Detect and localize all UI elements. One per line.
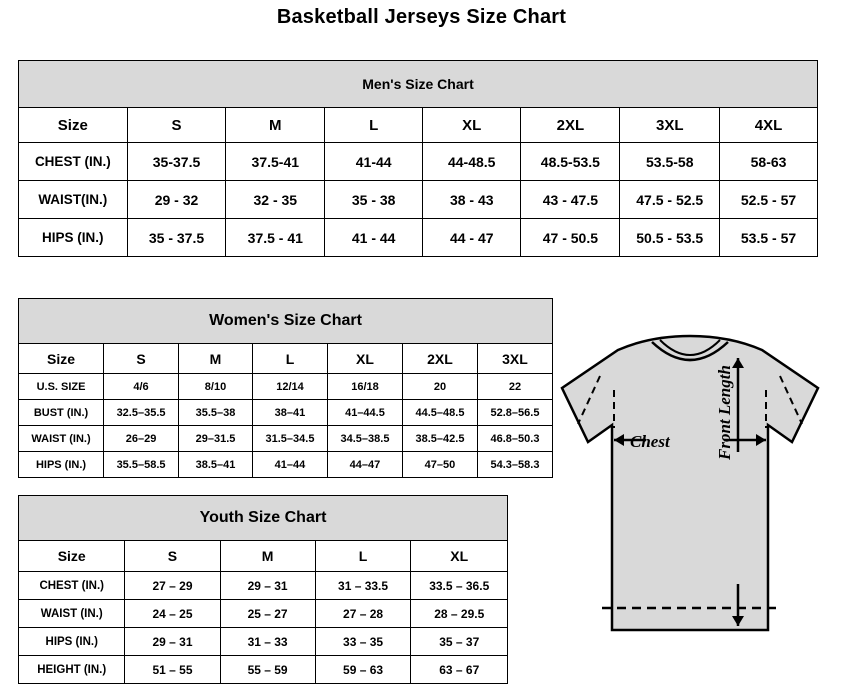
- cell-us-size-2xl: 20: [402, 374, 477, 400]
- column-header-l: L: [325, 108, 423, 143]
- column-header-3xl: 3XL: [620, 108, 720, 143]
- jersey-diagram: [540, 330, 840, 675]
- column-header-s: S: [127, 108, 226, 143]
- chest-measurement-label: Chest: [630, 432, 670, 451]
- row-label-hips: HIPS (IN.): [19, 219, 128, 257]
- cell-chest-s: 27 – 29: [125, 572, 220, 600]
- table-title-row: [19, 299, 553, 344]
- mens-chart-title: Men's Size Chart: [19, 61, 818, 108]
- cell-bust-3xl: 52.8–56.5: [477, 400, 552, 426]
- table-row: [19, 628, 508, 656]
- cell-chest-3xl: 53.5-58: [620, 143, 720, 181]
- womens-size-chart-table: [18, 298, 553, 478]
- row-label-waist: WAIST (IN.): [19, 600, 125, 628]
- cell-waist-3xl: 47.5 - 52.5: [620, 181, 720, 219]
- row-label-us-size: U.S. SIZE: [19, 374, 104, 400]
- cell-waist-2xl: 43 - 47.5: [521, 181, 620, 219]
- column-header-size: Size: [19, 344, 104, 374]
- cell-bust-xl: 41–44.5: [327, 400, 402, 426]
- cell-hips-xl: 44 - 47: [423, 219, 521, 257]
- cell-hips-2xl: 47–50: [402, 452, 477, 478]
- column-header-size: Size: [19, 541, 125, 572]
- cell-bust-s: 32.5–35.5: [104, 400, 179, 426]
- table-header-row: [19, 344, 553, 374]
- column-header-s: S: [125, 541, 220, 572]
- cell-height-m: 55 – 59: [220, 656, 315, 684]
- row-label-hips: HIPS (IN.): [19, 452, 104, 478]
- table-row: [19, 143, 818, 181]
- table-row: [19, 219, 818, 257]
- table-row: [19, 572, 508, 600]
- cell-chest-m: 37.5-41: [226, 143, 325, 181]
- front-length-label-backer: [726, 452, 752, 584]
- cell-hips-l: 33 – 35: [315, 628, 411, 656]
- cell-height-xl: 63 – 67: [411, 656, 508, 684]
- table-header-row: [19, 108, 818, 143]
- table-row: [19, 426, 553, 452]
- cell-waist-s: 26–29: [104, 426, 179, 452]
- table-row: [19, 452, 553, 478]
- column-header-xl: XL: [423, 108, 521, 143]
- cell-us-size-3xl: 22: [477, 374, 552, 400]
- cell-chest-4xl: 58-63: [720, 143, 818, 181]
- table-row: [19, 656, 508, 684]
- cell-hips-3xl: 50.5 - 53.5: [620, 219, 720, 257]
- cell-us-size-l: 12/14: [252, 374, 327, 400]
- column-header-4xl: 4XL: [720, 108, 818, 143]
- cell-bust-l: 38–41: [252, 400, 327, 426]
- front-length-measurement-label: Front Length: [715, 365, 734, 460]
- cell-waist-2xl: 38.5–42.5: [402, 426, 477, 452]
- cell-waist-m: 32 - 35: [226, 181, 325, 219]
- column-header-m: M: [220, 541, 315, 572]
- row-label-chest: CHEST (IN.): [19, 572, 125, 600]
- cell-chest-xl: 33.5 – 36.5: [411, 572, 508, 600]
- column-header-l: L: [252, 344, 327, 374]
- cell-hips-l: 41 - 44: [325, 219, 423, 257]
- cell-waist-xl: 28 – 29.5: [411, 600, 508, 628]
- cell-hips-2xl: 47 - 50.5: [521, 219, 620, 257]
- cell-waist-s: 29 - 32: [127, 181, 226, 219]
- column-header-xl: XL: [327, 344, 402, 374]
- cell-waist-xl: 38 - 43: [423, 181, 521, 219]
- cell-hips-s: 35.5–58.5: [104, 452, 179, 478]
- cell-hips-s: 35 - 37.5: [127, 219, 226, 257]
- cell-waist-4xl: 52.5 - 57: [720, 181, 818, 219]
- womens-chart-title: Women's Size Chart: [19, 299, 553, 344]
- cell-chest-s: 35-37.5: [127, 143, 226, 181]
- mens-size-chart-table: [18, 60, 818, 257]
- row-label-waist: WAIST (IN.): [19, 426, 104, 452]
- table-row: [19, 181, 818, 219]
- row-label-bust: BUST (IN.): [19, 400, 104, 426]
- table-row: [19, 400, 553, 426]
- cell-hips-xl: 44–47: [327, 452, 402, 478]
- page-title: Basketball Jerseys Size Chart: [276, 6, 567, 28]
- cell-us-size-s: 4/6: [104, 374, 179, 400]
- cell-height-l: 59 – 63: [315, 656, 411, 684]
- column-header-m: M: [226, 108, 325, 143]
- column-header-m: M: [179, 344, 253, 374]
- cell-chest-l: 31 – 33.5: [315, 572, 411, 600]
- cell-hips-m: 37.5 - 41: [226, 219, 325, 257]
- cell-chest-xl: 44-48.5: [423, 143, 521, 181]
- cell-waist-m: 29–31.5: [179, 426, 253, 452]
- cell-us-size-m: 8/10: [179, 374, 253, 400]
- row-label-waist: WAIST(IN.): [19, 181, 128, 219]
- cell-hips-l: 41–44: [252, 452, 327, 478]
- column-header-2xl: 2XL: [521, 108, 620, 143]
- cell-chest-l: 41-44: [325, 143, 423, 181]
- jersey-illustration: [540, 330, 840, 675]
- cell-hips-3xl: 54.3–58.3: [477, 452, 552, 478]
- cell-hips-4xl: 53.5 - 57: [720, 219, 818, 257]
- jersey-outline: [562, 336, 818, 630]
- table-title-row: [19, 496, 508, 541]
- cell-waist-l: 27 – 28: [315, 600, 411, 628]
- cell-waist-m: 25 – 27: [220, 600, 315, 628]
- cell-bust-2xl: 44.5–48.5: [402, 400, 477, 426]
- cell-hips-xl: 35 – 37: [411, 628, 508, 656]
- cell-waist-3xl: 46.8–50.3: [477, 426, 552, 452]
- column-header-3xl: 3XL: [477, 344, 552, 374]
- row-label-chest: CHEST (IN.): [19, 143, 128, 181]
- cell-chest-2xl: 48.5-53.5: [521, 143, 620, 181]
- cell-hips-m: 31 – 33: [220, 628, 315, 656]
- table-title-row: [19, 61, 818, 108]
- cell-waist-xl: 34.5–38.5: [327, 426, 402, 452]
- table-header-row: [19, 541, 508, 572]
- table-row: [19, 374, 553, 400]
- cell-chest-m: 29 – 31: [220, 572, 315, 600]
- youth-chart-title: Youth Size Chart: [19, 496, 508, 541]
- youth-size-chart-table: [18, 495, 508, 684]
- row-label-height: HEIGHT (IN.): [19, 656, 125, 684]
- cell-hips-m: 38.5–41: [179, 452, 253, 478]
- column-header-xl: XL: [411, 541, 508, 572]
- column-header-2xl: 2XL: [402, 344, 477, 374]
- column-header-l: L: [315, 541, 411, 572]
- cell-us-size-xl: 16/18: [327, 374, 402, 400]
- cell-waist-l: 31.5–34.5: [252, 426, 327, 452]
- cell-hips-s: 29 – 31: [125, 628, 220, 656]
- row-label-hips: HIPS (IN.): [19, 628, 125, 656]
- column-header-size: Size: [19, 108, 128, 143]
- cell-waist-s: 24 – 25: [125, 600, 220, 628]
- cell-waist-l: 35 - 38: [325, 181, 423, 219]
- column-header-s: S: [104, 344, 179, 374]
- cell-height-s: 51 – 55: [125, 656, 220, 684]
- table-row: [19, 600, 508, 628]
- cell-bust-m: 35.5–38: [179, 400, 253, 426]
